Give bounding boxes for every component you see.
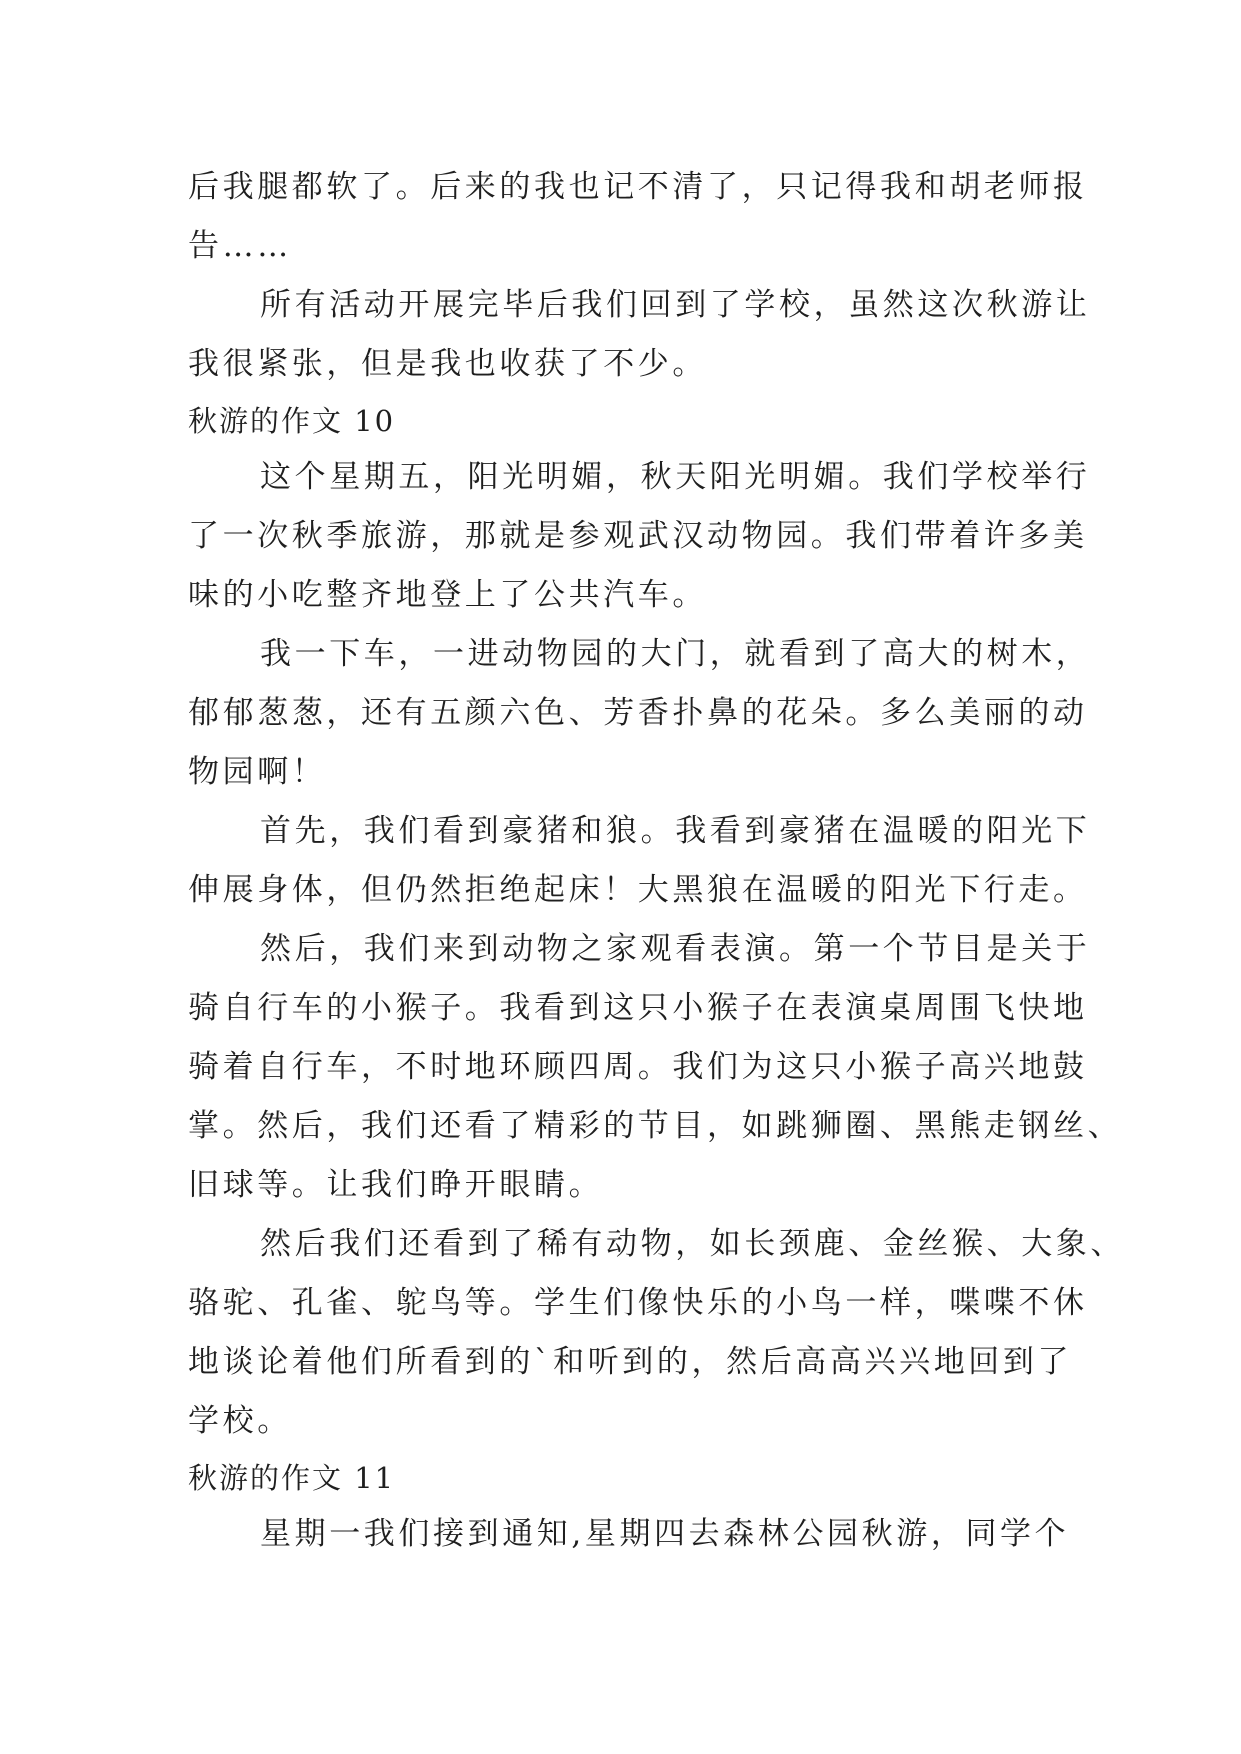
text-line: 告…… xyxy=(188,228,292,264)
text-line: 掌。然后，我们还看了精彩的节目，如跳狮圈、黑熊走钢丝、 xyxy=(188,1108,1123,1144)
document-body xyxy=(188,158,1125,1564)
text-line: 伸展身体，但仍然拒绝起床！大黑狼在温暖的阳光下行走。 xyxy=(188,872,1088,908)
text-line: 骆驼、孔雀、鸵鸟等。学生们像快乐的小鸟一样，喋喋不休 xyxy=(188,1285,1088,1321)
text-line: 学校。 xyxy=(188,1403,292,1439)
text-line: 味的小吃整齐地登上了公共汽车。 xyxy=(188,577,707,613)
text-line: 物园啊！ xyxy=(188,754,327,790)
text-line: 旧球等。让我们睁开眼睛。 xyxy=(188,1167,604,1203)
text-line: 首先，我们看到豪猪和狼。我看到豪猪在温暖的阳光下 xyxy=(260,813,1091,849)
text-line: 我很紧张，但是我也收获了不少。 xyxy=(188,346,707,382)
section-heading: 秋游的作文 10 xyxy=(188,404,396,438)
text-line: 我一下车，一进动物园的大门，就看到了高大的树木， xyxy=(260,636,1091,672)
paragraph xyxy=(188,625,1091,802)
text-line: 后我腿都软了。后来的我也记不清了，只记得我和胡老师报 xyxy=(188,169,1088,205)
paragraph xyxy=(188,802,1091,920)
text-line: 郁郁葱葱，还有五颜六色、芳香扑鼻的花朵。多么美丽的动 xyxy=(188,695,1088,731)
paragraph xyxy=(188,920,1123,1215)
paragraph xyxy=(188,1505,1070,1564)
text-line: 地谈论着他们所看到的`和听到的，然后高高兴兴地回到了 xyxy=(188,1344,1073,1380)
paragraph xyxy=(188,1215,1125,1451)
text-line: 然后我们还看到了稀有动物，如长颈鹿、金丝猴、大象、 xyxy=(260,1226,1125,1262)
text-line: 了一次秋季旅游，那就是参观武汉动物园。我们带着许多美 xyxy=(188,518,1088,554)
text-line: 星期一我们接到通知,星期四去森林公园秋游，同学个 xyxy=(260,1516,1070,1552)
text-line: 这个星期五，阳光明媚，秋天阳光明媚。我们学校举行 xyxy=(260,459,1091,495)
paragraph xyxy=(188,448,1091,625)
section-heading: 秋游的作文 11 xyxy=(188,1461,396,1495)
text-line: 所有活动开展完毕后我们回到了学校，虽然这次秋游让 xyxy=(260,287,1091,323)
text-line: 然后，我们来到动物之家观看表演。第一个节目是关于 xyxy=(260,931,1091,967)
text-line: 骑自行车的小猴子。我看到这只小猴子在表演桌周围飞快地 xyxy=(188,990,1088,1026)
text-line: 骑着自行车，不时地环顾四周。我们为这只小猴子高兴地鼓 xyxy=(188,1049,1088,1085)
paragraph xyxy=(188,276,1091,394)
paragraph xyxy=(188,158,1088,276)
